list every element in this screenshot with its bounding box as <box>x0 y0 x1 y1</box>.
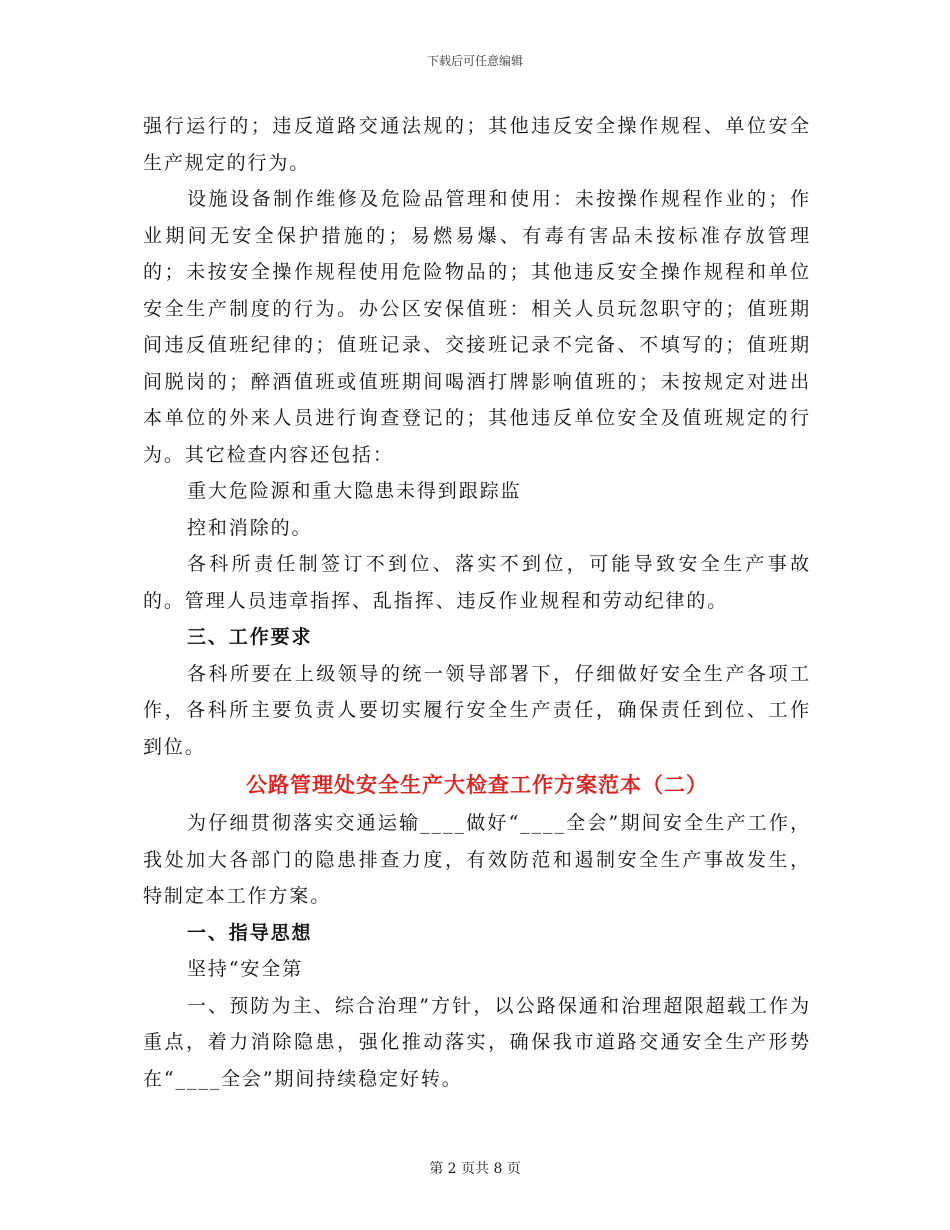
document-title-part-two: 公路管理处安全生产大检查工作方案范本（二） <box>246 772 708 797</box>
paragraph-hazard-line2: 控和消除的。 <box>187 516 313 539</box>
paragraph-intro-part-two: 为仔细贯彻落实交通运输____做好“____全会”期间安全生产工作，我处加大各部门的隐患排查力度，有效防范和遏制安全生产事故发生，特制定本工作方案。 <box>143 812 811 907</box>
paragraph-hazard-line1: 重大危险源和重大隐患未得到跟踪监 <box>187 480 522 502</box>
section-heading-work-requirements: 三、工作要求 <box>187 626 313 648</box>
paragraph-guiding-body: 一、预防为主、综合治理”方针，以公路保通和治理超限超载工作为重点，着力消除隐患，强化推动落实，确保我市道路交通安全生产形势在“____全会”期间持续稳定好转。 <box>143 994 811 1090</box>
page-footer: 第 2 页共 8 页 <box>429 1161 521 1177</box>
section-heading-guiding-ideology: 一、指导思想 <box>187 921 313 944</box>
paragraph-facilities: 设施设备制作维修及危险品管理和使用：未按操作规程作业的；作业期间无安全保护措施的；易燃易爆、有毒有害品未按标准存放管理的；未按安全操作规程使用危险物品的；其他违反安全操作规程和单位安全生产制度的行为。办公区安保值班：相关人员玩忽职守的；值班期间违反值班纪律的；值班记录、交接班记录不完备、不填写的；值班期间脱岗的；醉酒值班或值班期间喝酒打牌影响值班的；未按规定对进出本单位的外来人员进行询查登记的；其他违反单位安全及值班规定的行为。其它检查内容还包括： <box>143 188 811 466</box>
paragraph-work-requirements: 各科所要在上级领导的统一领导部署下，仔细做好安全生产各项工作，各科所主要负责人要切实履行安全生产责任，确保责任到位、工作到位。 <box>143 662 811 758</box>
paragraph-responsibility: 各科所责任制签订不到位、落实不到位，可能导致安全生产事故的。管理人员违章指挥、乱指挥、违反作业规程和劳动纪律的。 <box>143 553 811 612</box>
paragraph-guiding-line1: 坚持“安全第 <box>187 958 304 980</box>
paragraph-continuation: 强行运行的；违反道路交通法规的；其他违反安全操作规程、单位安全生产规定的行为。 <box>143 115 811 174</box>
page-header: 下载后可任意编辑 <box>426 54 523 68</box>
document-body <box>143 108 811 1097</box>
